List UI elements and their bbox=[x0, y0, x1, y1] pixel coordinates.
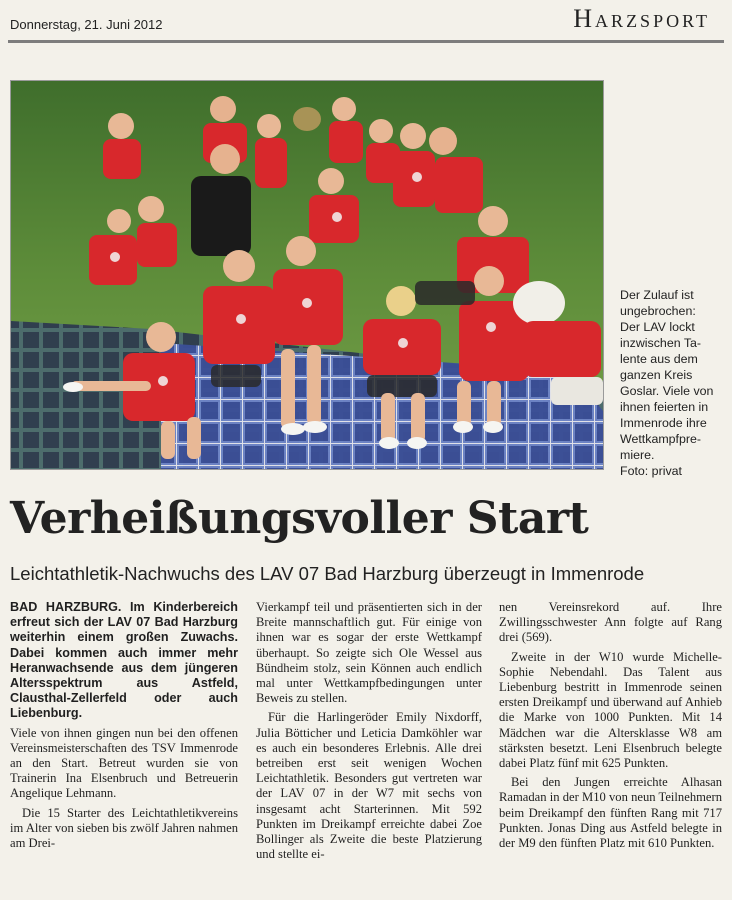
body-paragraph: nen Vereinsrekord auf. Ihre Zwillingsschwester Ann folgte auf Rang drei (569). bbox=[499, 600, 722, 645]
article-subheadline: Leichtathletik-Nachwuchs des LAV 07 Bad Harzburg überzeugt in Immenrode bbox=[10, 563, 645, 584]
caption-line: Goslar. Viele von bbox=[620, 384, 714, 398]
article-headline: Verheißungsvoller Start bbox=[10, 493, 589, 544]
photo-credit: Foto: privat bbox=[620, 464, 682, 478]
body-paragraph: Vierkampf teil und präsentierten sich in der Breite mannschaftlich gut. Für einige von ihnen war es sogar der erste Wettkampf überhaupt. So zeigte sich Ole Wessel aus Bündheim stolz, sein Können auch endlich mal unter Wettkampfbedingungen unter Beweis zu stellen. bbox=[256, 600, 482, 706]
body-paragraph: Bei den Jungen erreichte Alhasan Ramadan in der M10 von neun Teilnehmern beim Dreikampf den fünften Rang mit 717 Punkten. Jonas Ding aus Astfeld belegte in der M9 den fünften Platz mit 610 Punkten. bbox=[499, 775, 722, 851]
photo-caption bbox=[620, 287, 720, 479]
article-column-2 bbox=[256, 600, 482, 866]
caption-line: ganzen Kreis bbox=[620, 368, 693, 382]
body-paragraph: Viele von ihnen gingen nun bei den offenen Vereinsmeisterschaften des TSV Immenrode an den Start. Betreut wurden sie von Trainerin Ina Elsenbruch und Betreuerin Angelique Lehmann. bbox=[10, 725, 238, 801]
caption-line: Immenrode ihre bbox=[620, 416, 707, 430]
lead-paragraph: BAD HARZBURG. Im Kinderbereich erfreut sich der LAV 07 Bad Harzburg weiterhin einem großen Zuwachs. Dabei kommen auch immer mehr Heranwachsende aus dem jüngeren Altersspektrum aus Astfeld, Clausthal-Zellerfeld oder auch Liebenburg. bbox=[10, 600, 238, 721]
body-paragraph: Die 15 Starter des Leichtathletikvereins im Alter von sieben bis zwölf Jahren nahmen am Drei- bbox=[10, 805, 238, 851]
article-column-1 bbox=[10, 600, 238, 855]
caption-line: miere. bbox=[620, 448, 655, 462]
caption-line: ihnen feierten in bbox=[620, 400, 709, 414]
group-photo-illustration bbox=[11, 81, 603, 469]
issue-date: Donnerstag, 21. Juni 2012 bbox=[10, 17, 163, 32]
group-photo bbox=[10, 80, 604, 470]
caption-line: Der LAV lockt bbox=[620, 320, 695, 334]
caption-line: lente aus dem bbox=[620, 352, 698, 366]
article-column-3 bbox=[499, 600, 722, 855]
page-header bbox=[0, 0, 732, 44]
body-paragraph: Zweite in der W10 wurde Michelle-Sophie Nebendahl. Das Talent aus Liebenburg bestritt in Immenrode seinen ersten Dreikampf und überwand auf Anhieb die Marke von 1000 Punkten. Mit 14 Mädchen war die Altersklasse W8 am stärksten besetzt. Leni Elsenbruch belegte dabei Platz fünf mit 625 Punkten. bbox=[499, 649, 722, 771]
section-title: Harzsport bbox=[573, 4, 710, 33]
header-rule bbox=[8, 40, 724, 43]
caption-line: inzwischen Ta- bbox=[620, 336, 702, 350]
caption-line: Der Zulauf ist bbox=[620, 288, 694, 302]
body-paragraph: Für die Harlingeröder Emily Nixdorff, Julia Bötticher und Leticia Damköhler war es auch ein besonderes Erlebnis. Alle drei betreiben erst seit wenigen Wochen Leichtathletik. Besonders gut vertreten war der LAV 07 in der W7 mit sechs von insgesamt acht Starterinnen. Mit 592 Punkten im Dreikampf erreichte dabei Zoe Bollinger als Zweite die beste Platzierung und stellte ei- bbox=[256, 710, 482, 862]
caption-line: Wettkampfpre- bbox=[620, 432, 702, 446]
caption-line: ungebrochen: bbox=[620, 304, 696, 318]
